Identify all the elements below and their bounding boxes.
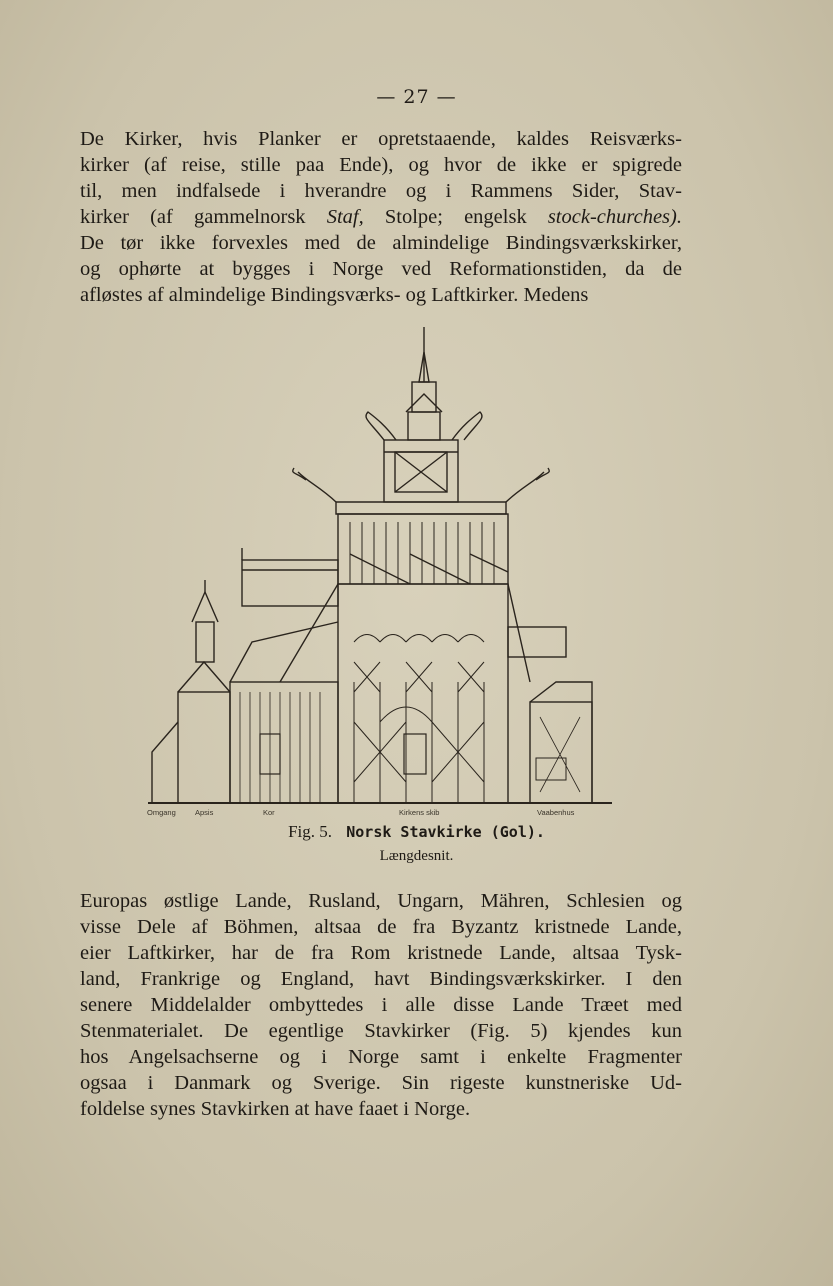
figure-caption — [0, 822, 833, 842]
text-line: kirker (af reise, stille paa Ende), og hvor de ikke er spigrede — [80, 154, 682, 176]
text-line: senere Middelalder ombyttedes i alle disse Lande Træet med — [80, 994, 682, 1016]
text-line: til, men indfalsede i hverandre og i Rammens Sider, Stav- — [80, 180, 682, 202]
label-vaabenhus: Vaabenhus — [537, 808, 575, 817]
figure-number: Fig. 5. — [288, 822, 332, 841]
text-line: De tør ikke forvexles med de almindelige Bindingsværkskirker, — [80, 232, 682, 254]
stave-church-section-illustration — [140, 322, 620, 822]
text-line: og ophørte at bygges i Norge ved Reformationstiden, da de — [80, 258, 682, 280]
label-kor: Kor — [263, 808, 275, 817]
text-run: kirker (af gammelnorsk — [80, 206, 327, 228]
italic-term-stock-churches: stock-churches). — [547, 206, 682, 228]
text-line: eier Laftkirker, har de fra Rom kristnede Lande, altsaa Tysk- — [80, 942, 682, 964]
figure-labels — [145, 808, 600, 822]
label-kirkens-skib: Kirkens skib — [399, 808, 440, 817]
text-line: hos Angelsachserne og i Norge samt i enkelte Fragmenter — [80, 1046, 682, 1068]
figure-subtitle: Længdesnit. — [379, 848, 454, 864]
text-line: De Kirker, hvis Planker er opretstaaende, kaldes Reisværks- — [80, 128, 682, 150]
text-line: Europas østlige Lande, Rusland, Ungarn, Mähren, Schlesien og — [80, 890, 682, 912]
label-omgang: Omgang — [147, 808, 176, 817]
paragraph-1 — [80, 126, 682, 308]
page-number: — 27 — — [376, 86, 457, 108]
text-run: Stolpe; engelsk — [363, 206, 548, 228]
text-line: Stenmaterialet. De egentlige Stavkirker (Fig. 5) kjendes kun — [80, 1020, 682, 1042]
text-line: afløstes af almindelige Bindingsværks- og Laftkirker. Medens — [80, 284, 589, 306]
paragraph-2 — [80, 888, 682, 1122]
figure-title: Norsk Stavkirke (Gol). — [346, 823, 545, 841]
text-line: foldelse synes Stavkirken at have faaet i Norge. — [80, 1098, 471, 1120]
text-line: ogsaa i Danmark og Sverige. Sin rigeste kunstneriske Ud- — [80, 1072, 682, 1094]
italic-term-staf: Staf, — [326, 206, 364, 228]
label-apsis: Apsis — [195, 808, 214, 817]
text-line: land, Frankrige og England, havt Bindingsværkskirker. I den — [80, 968, 682, 990]
text-line-with-italics — [80, 204, 682, 230]
text-line: visse Dele af Böhmen, altsaa de fra Byzantz kristnede Lande, — [80, 916, 682, 938]
